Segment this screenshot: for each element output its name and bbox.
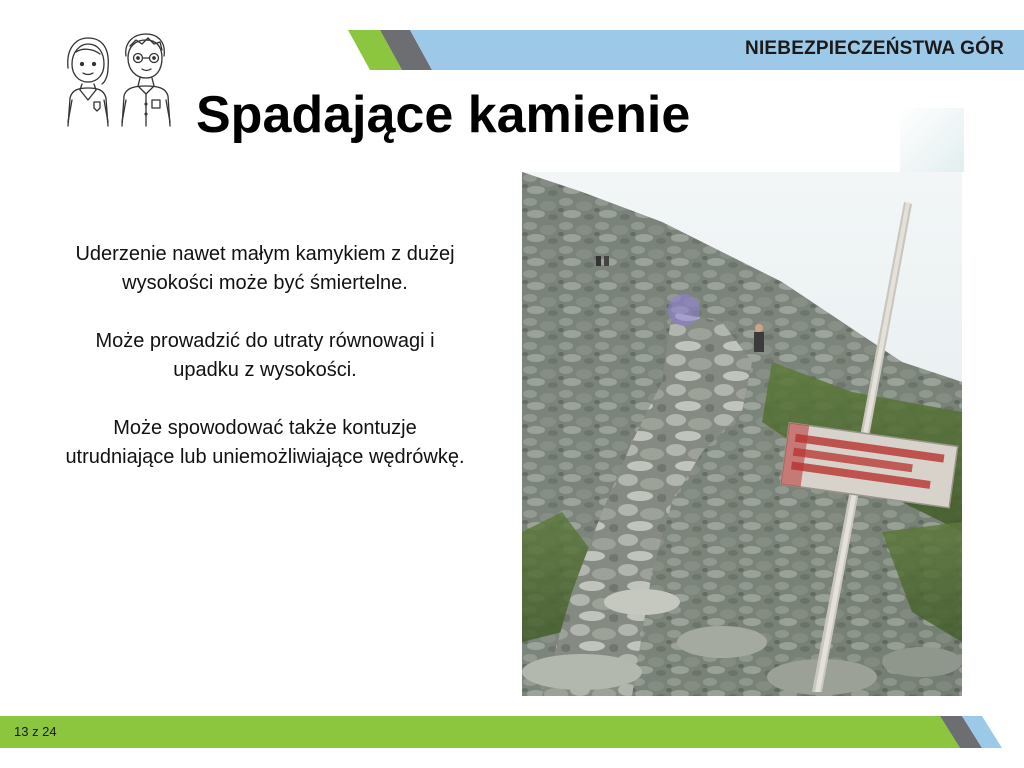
bottom-bar bbox=[0, 716, 1024, 750]
bottom-green-stripe bbox=[0, 716, 960, 748]
slide-title: Spadające kamienie bbox=[196, 86, 691, 144]
paragraph-2: Może prowadzić do utraty równowagi i upadku z wysokości. bbox=[95, 330, 435, 381]
photo-corner-fade bbox=[900, 108, 964, 172]
section-label: NIEBEZPIECZEŃSTWA GÓR bbox=[745, 38, 1004, 59]
mountain-trail-photo bbox=[522, 172, 962, 696]
two-children-illustration-icon bbox=[58, 28, 178, 128]
paragraph-1: Uderzenie nawet małym kamykiem z dużej wysokości może być śmiertelne. bbox=[75, 243, 455, 294]
mountain-trail-image bbox=[522, 172, 962, 696]
paragraph-3: Może spowodować także kontuzje utrudniające lub uniemożliwiające wędrówkę. bbox=[65, 417, 465, 468]
body-text bbox=[60, 240, 470, 501]
page-counter: 13 z 24 bbox=[14, 724, 57, 739]
